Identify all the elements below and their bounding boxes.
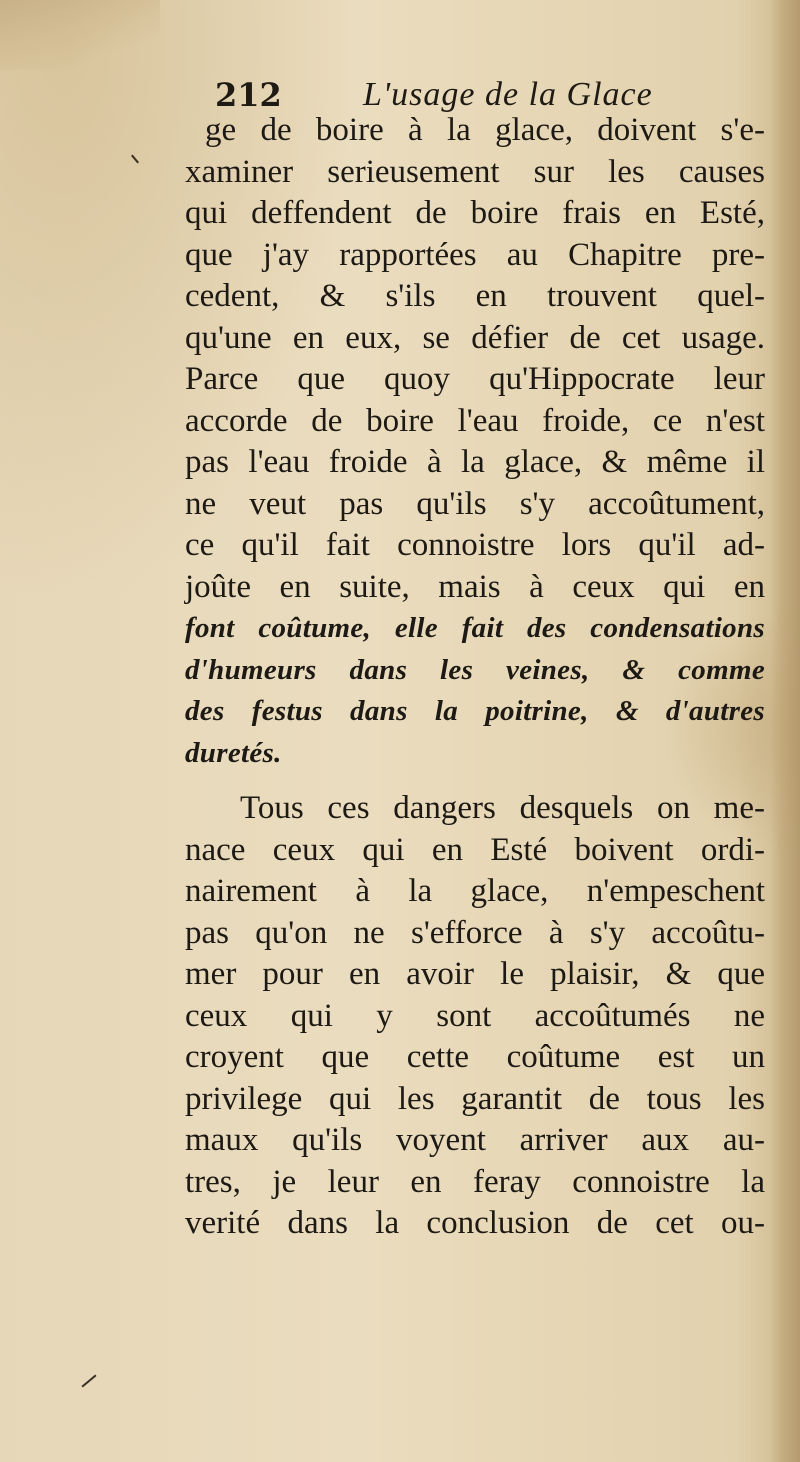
text-line: ge de boire à la glace, doivent s'e- xyxy=(205,112,765,148)
text-line: accorde de boire l'eau froide, ce n'est xyxy=(185,402,765,439)
paragraph-gap xyxy=(185,774,765,788)
quoted-text-line: des festus dans la poitrine, & d'autres xyxy=(185,695,765,727)
text-line: cedent, & s'ils en trouvent quel- xyxy=(185,278,765,314)
pencil-mark xyxy=(131,155,139,164)
text-line: Tous ces dangers desquels on me- xyxy=(240,790,765,826)
quoted-text-line: d'humeurs dans les veines, & comme xyxy=(185,653,765,686)
text-line: ne veut pas qu'ils s'y accoûtument, xyxy=(185,485,765,522)
text-line: pas l'eau froide à la glace, & même il xyxy=(185,444,765,480)
text-line: croyent que cette coûtume est un xyxy=(185,1039,765,1075)
body-text xyxy=(185,110,765,1245)
text-line: que j'ay rapportées au Chapitre pre- xyxy=(185,236,765,273)
torn-page-corner xyxy=(0,0,160,70)
page-number: 212 xyxy=(215,76,282,114)
text-line: pas qu'on ne s'efforce à s'y accoûtu- xyxy=(185,914,765,951)
text-line: qu'une en eux, se défier de cet usage. xyxy=(185,319,765,356)
text-line: Parce que quoy qu'Hippocrate leur xyxy=(185,361,765,397)
text-line: xaminer serieusement sur les causes xyxy=(185,153,765,190)
running-title: L'usage de la Glace xyxy=(363,76,653,113)
text-line: verité dans la conclusion de cet ou- xyxy=(185,1205,765,1241)
quoted-text-line: duretés. xyxy=(185,736,282,769)
text-line: tres, je leur en feray connoistre la xyxy=(185,1163,765,1200)
page-binding-edge xyxy=(770,0,800,1462)
quoted-text-line: font coûtume, elle fait des condensations xyxy=(185,612,765,644)
text-line: maux qu'ils voyent arriver aux au- xyxy=(185,1122,765,1158)
text-line: joûte en suite, mais à ceux qui en xyxy=(185,568,765,605)
text-line: qui deffendent de boire frais en Esté, xyxy=(185,195,765,231)
text-line: mer pour en avoir le plaisir, & que xyxy=(185,956,765,992)
text-line: ce qu'il fait connoistre lors qu'il ad- xyxy=(185,527,765,563)
text-line: privilege qui les garantit de tous les xyxy=(185,1080,765,1117)
text-line: nairement à la glace, n'empeschent xyxy=(185,873,765,909)
text-line: nace ceux qui en Esté boivent ordi- xyxy=(185,831,765,868)
pencil-mark xyxy=(81,1374,96,1387)
text-line: ceux qui y sont accoûtumés ne xyxy=(185,997,765,1034)
